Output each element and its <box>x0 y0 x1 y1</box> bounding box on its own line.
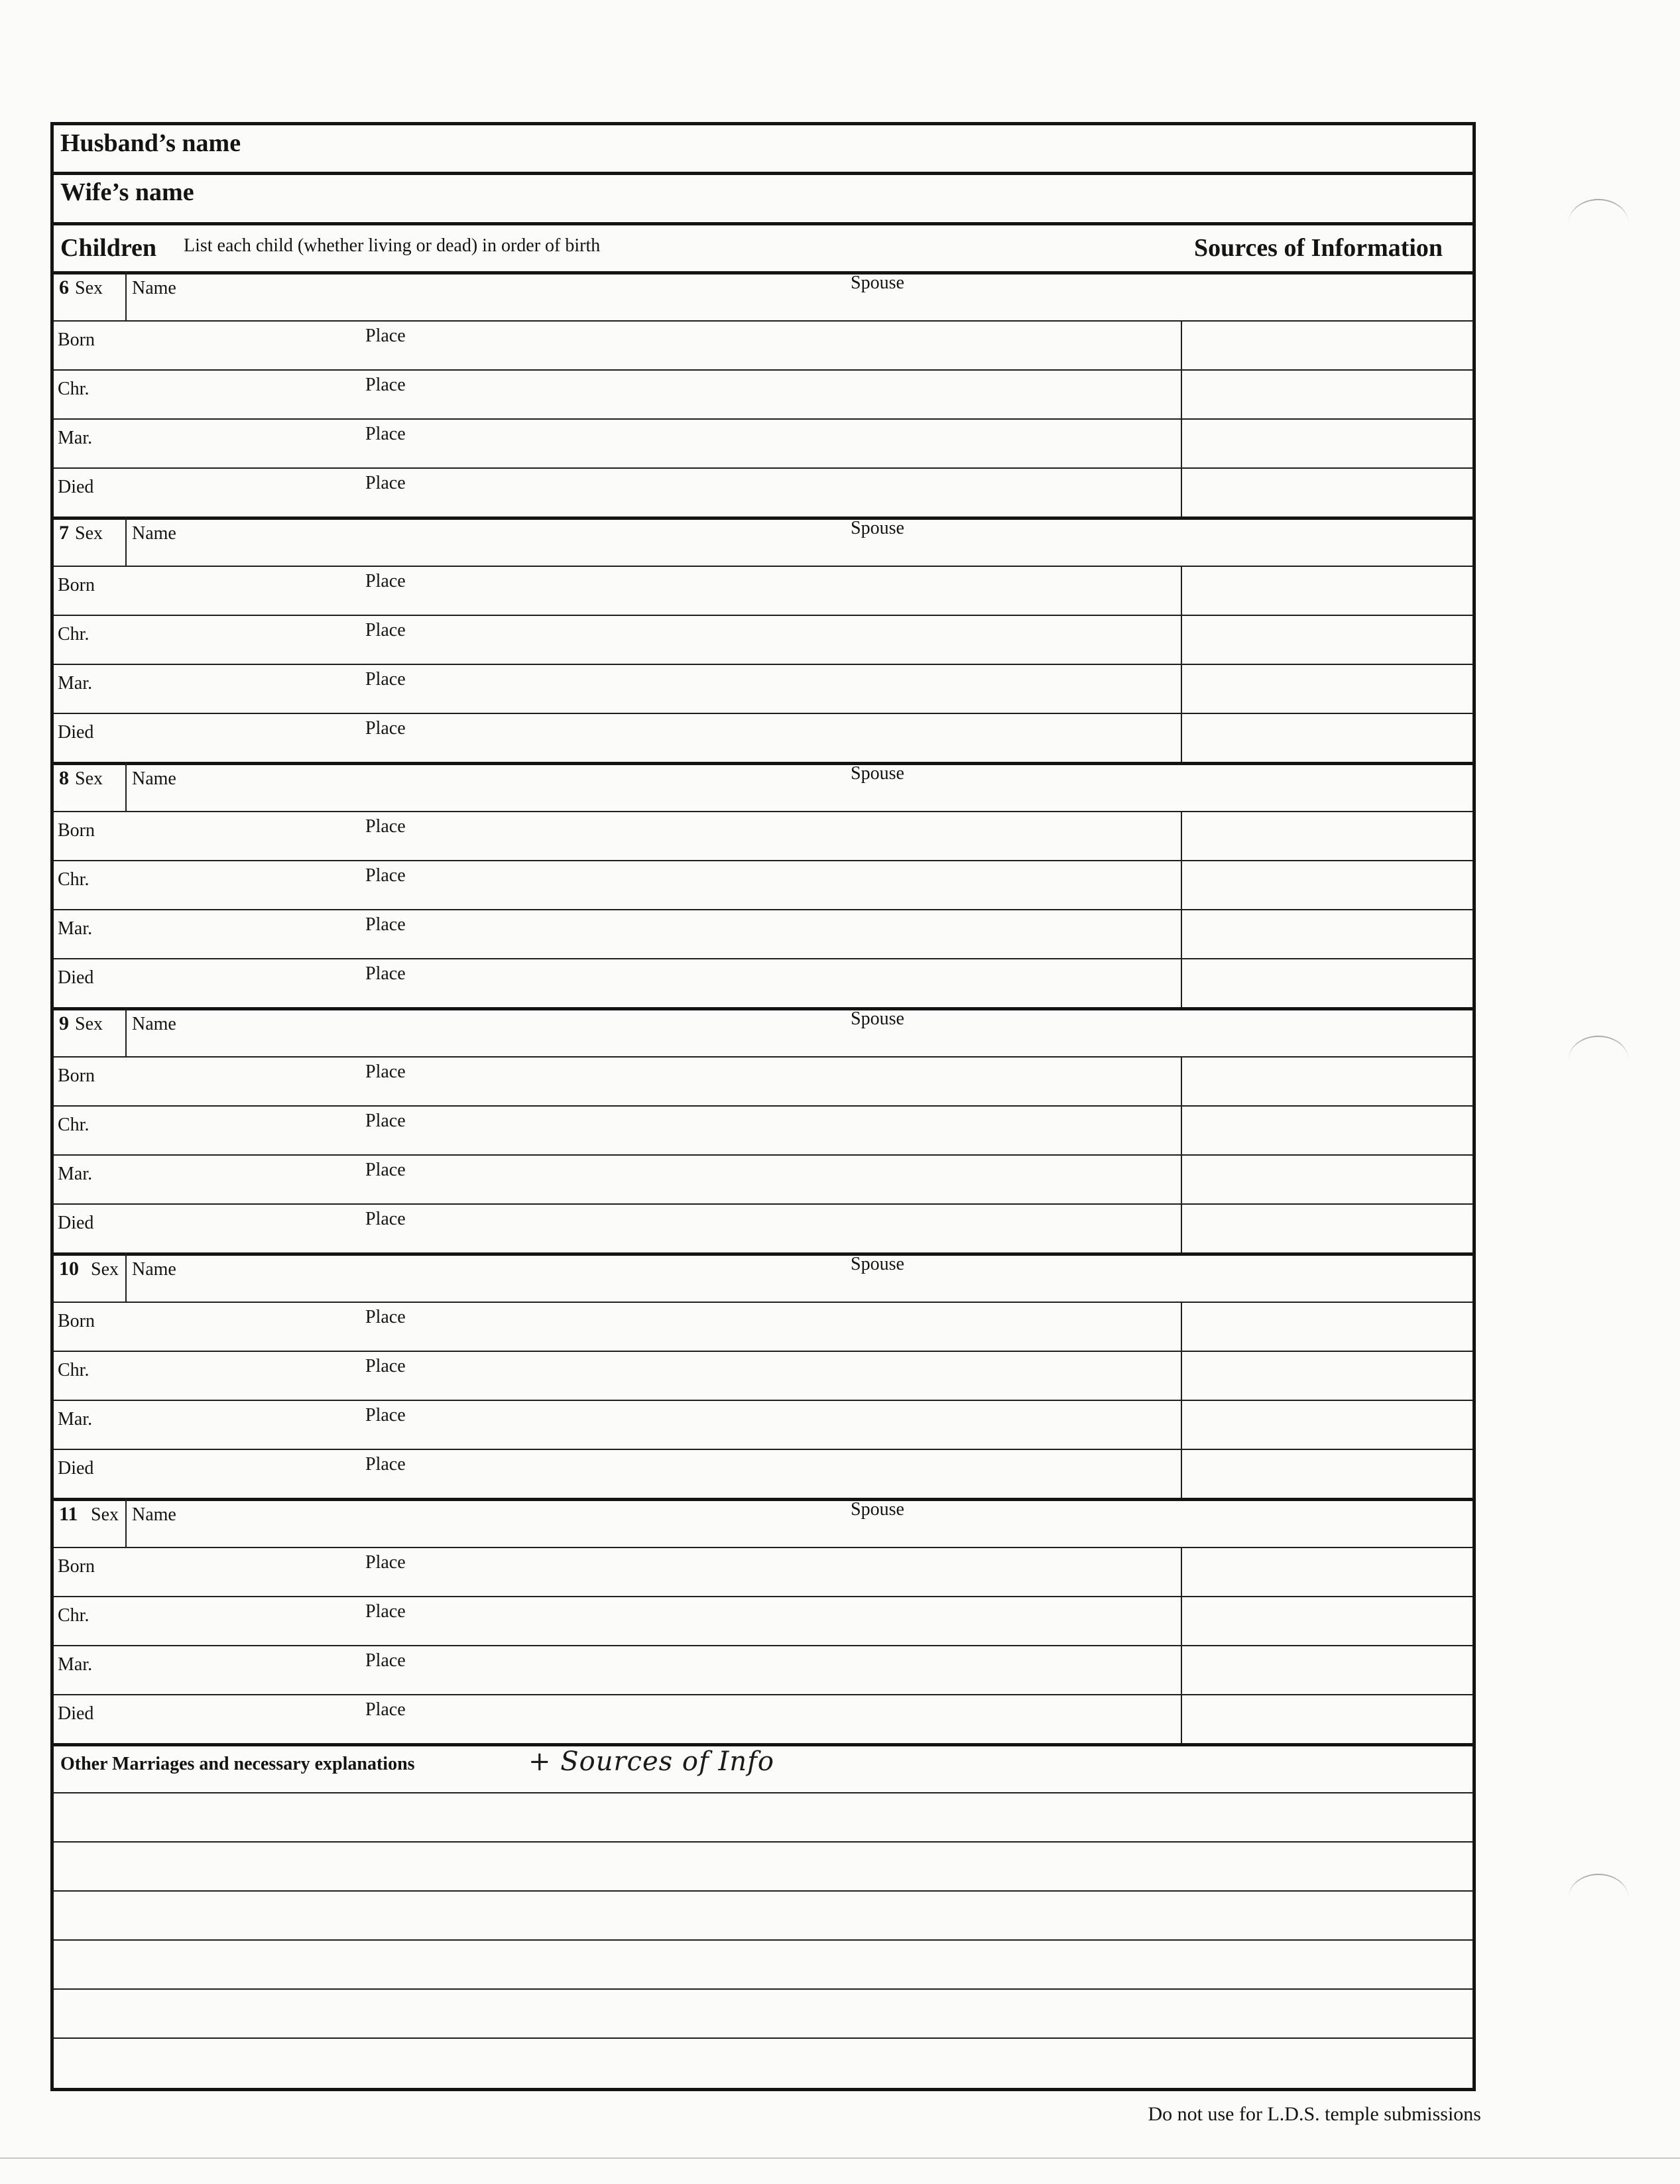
sex-label: Sex <box>75 278 103 298</box>
event-row-divider <box>54 1449 1472 1450</box>
event-label-born: Born <box>58 575 95 595</box>
child-number: 8 <box>59 767 69 789</box>
event-label-chr: Chr. <box>58 379 90 399</box>
sex-name-divider <box>125 271 127 320</box>
event-row-divider <box>54 860 1472 861</box>
place-label: Place <box>365 865 406 886</box>
explanation-line <box>54 1841 1472 1843</box>
name-label: Name <box>132 1014 176 1034</box>
event-row-divider <box>54 664 1472 665</box>
event-row-divider <box>54 1400 1472 1401</box>
event-row-divider <box>54 615 1472 616</box>
place-label: Place <box>365 1650 406 1671</box>
event-label-born: Born <box>58 330 95 350</box>
place-label: Place <box>365 1454 406 1475</box>
event-row-divider <box>54 1596 1472 1597</box>
spouse-label: Spouse <box>851 763 904 784</box>
place-label: Place <box>365 424 406 444</box>
sex-name-divider <box>125 1252 127 1302</box>
event-label-chr: Chr. <box>58 1115 90 1135</box>
place-label: Place <box>365 620 406 640</box>
sex-label: Sex <box>75 768 103 789</box>
binder-hole-top <box>1569 199 1628 247</box>
place-label: Place <box>365 816 406 837</box>
place-label: Place <box>365 1209 406 1229</box>
event-row-divider <box>54 811 1472 812</box>
explanation-line <box>54 1792 1472 1793</box>
child-block-divider <box>54 762 1472 765</box>
event-label-died: Died <box>58 1458 94 1479</box>
event-label-born: Born <box>58 820 95 841</box>
children-header-divider <box>54 271 1472 274</box>
other-marriages-label: Other Marriages and necessary explanations <box>60 1754 415 1774</box>
event-row-divider <box>54 1203 1472 1205</box>
event-row-divider <box>54 320 1472 322</box>
event-label-mar: Mar. <box>58 1409 93 1429</box>
event-label-died: Died <box>58 1213 94 1233</box>
explanation-line <box>54 1939 1472 1941</box>
sex-label: Sex <box>75 1014 103 1034</box>
event-row-divider <box>54 1056 1472 1058</box>
husband-row-divider <box>54 172 1472 175</box>
family-group-form <box>50 122 1476 2091</box>
event-label-born: Born <box>58 1065 95 1086</box>
child-block-divider <box>54 1498 1472 1501</box>
event-row-divider <box>54 909 1472 910</box>
name-label: Name <box>132 278 176 298</box>
event-label-died: Died <box>58 967 94 988</box>
event-label-mar: Mar. <box>58 918 93 939</box>
event-label-died: Died <box>58 722 94 743</box>
child-number: 11 <box>59 1503 78 1525</box>
name-label: Name <box>132 523 176 544</box>
place-label: Place <box>365 326 406 346</box>
children-instructions: List each child (whether living or dead) in order of birth <box>184 235 601 256</box>
place-label: Place <box>365 963 406 984</box>
event-label-died: Died <box>58 1703 94 1724</box>
place-label: Place <box>365 718 406 739</box>
child-block-divider <box>54 516 1472 520</box>
sex-name-divider <box>125 1007 127 1056</box>
child-block-divider <box>54 1007 1472 1010</box>
event-row-divider <box>54 1645 1472 1646</box>
explanation-line <box>54 1988 1472 1990</box>
sex-label: Sex <box>91 1504 119 1525</box>
spouse-label: Spouse <box>851 273 904 293</box>
children-label: Children <box>60 234 157 262</box>
event-row-divider <box>54 1351 1472 1352</box>
sex-name-divider <box>125 516 127 566</box>
event-label-born: Born <box>58 1311 95 1331</box>
event-label-mar: Mar. <box>58 428 93 448</box>
event-row-divider <box>54 1547 1472 1548</box>
sex-name-divider <box>125 1498 127 1547</box>
spouse-label: Spouse <box>851 1254 904 1274</box>
event-row-divider <box>54 566 1472 567</box>
name-label: Name <box>132 768 176 789</box>
event-label-chr: Chr. <box>58 624 90 644</box>
event-label-mar: Mar. <box>58 673 93 694</box>
place-label: Place <box>365 1552 406 1573</box>
place-label: Place <box>365 1405 406 1426</box>
spouse-label: Spouse <box>851 1008 904 1029</box>
event-row-divider <box>54 467 1472 469</box>
place-label: Place <box>365 473 406 493</box>
sex-label: Sex <box>91 1259 119 1280</box>
place-label: Place <box>365 1601 406 1622</box>
place-label: Place <box>365 1062 406 1082</box>
child-number: 6 <box>59 276 69 298</box>
handwritten-note: + Sources of Info <box>528 1746 774 1777</box>
husband-name-label: Husband’s name <box>60 129 241 157</box>
explanation-line <box>54 2037 1472 2039</box>
event-label-died: Died <box>58 477 94 497</box>
event-label-chr: Chr. <box>58 1360 90 1380</box>
event-row-divider <box>54 1105 1472 1107</box>
child-number: 7 <box>59 522 69 544</box>
place-label: Place <box>365 1307 406 1327</box>
event-row-divider <box>54 1694 1472 1695</box>
spouse-label: Spouse <box>851 518 904 538</box>
name-label: Name <box>132 1504 176 1525</box>
event-row-divider <box>54 1154 1472 1156</box>
place-label: Place <box>365 914 406 935</box>
sources-of-information-label: Sources of Information <box>1194 234 1443 262</box>
event-row-divider <box>54 713 1472 714</box>
place-label: Place <box>365 375 406 395</box>
child-number: 10 <box>59 1258 79 1280</box>
event-label-chr: Chr. <box>58 869 90 890</box>
wife-row-divider <box>54 222 1472 225</box>
place-label: Place <box>365 1111 406 1131</box>
place-label: Place <box>365 1356 406 1376</box>
place-label: Place <box>365 1160 406 1180</box>
place-label: Place <box>365 1699 406 1720</box>
explanation-line <box>54 1890 1472 1892</box>
event-label-chr: Chr. <box>58 1605 90 1626</box>
page-edge-line <box>0 2157 1680 2159</box>
footer-disclaimer: Do not use for L.D.S. temple submissions <box>1148 2103 1481 2125</box>
name-label: Name <box>132 1259 176 1280</box>
event-label-born: Born <box>58 1556 95 1577</box>
spouse-label: Spouse <box>851 1499 904 1520</box>
binder-hole-bottom <box>1569 1874 1628 1921</box>
event-row-divider <box>54 958 1472 959</box>
event-row-divider <box>54 369 1472 371</box>
event-label-mar: Mar. <box>58 1164 93 1184</box>
wife-name-label: Wife’s name <box>60 178 194 206</box>
place-label: Place <box>365 669 406 690</box>
event-row-divider <box>54 1302 1472 1303</box>
event-label-mar: Mar. <box>58 1654 93 1675</box>
sex-label: Sex <box>75 523 103 544</box>
sex-name-divider <box>125 762 127 811</box>
binder-hole-middle <box>1569 1036 1628 1083</box>
child-block-divider <box>54 1252 1472 1256</box>
child-number: 9 <box>59 1012 69 1034</box>
event-row-divider <box>54 418 1472 420</box>
place-label: Place <box>365 571 406 591</box>
